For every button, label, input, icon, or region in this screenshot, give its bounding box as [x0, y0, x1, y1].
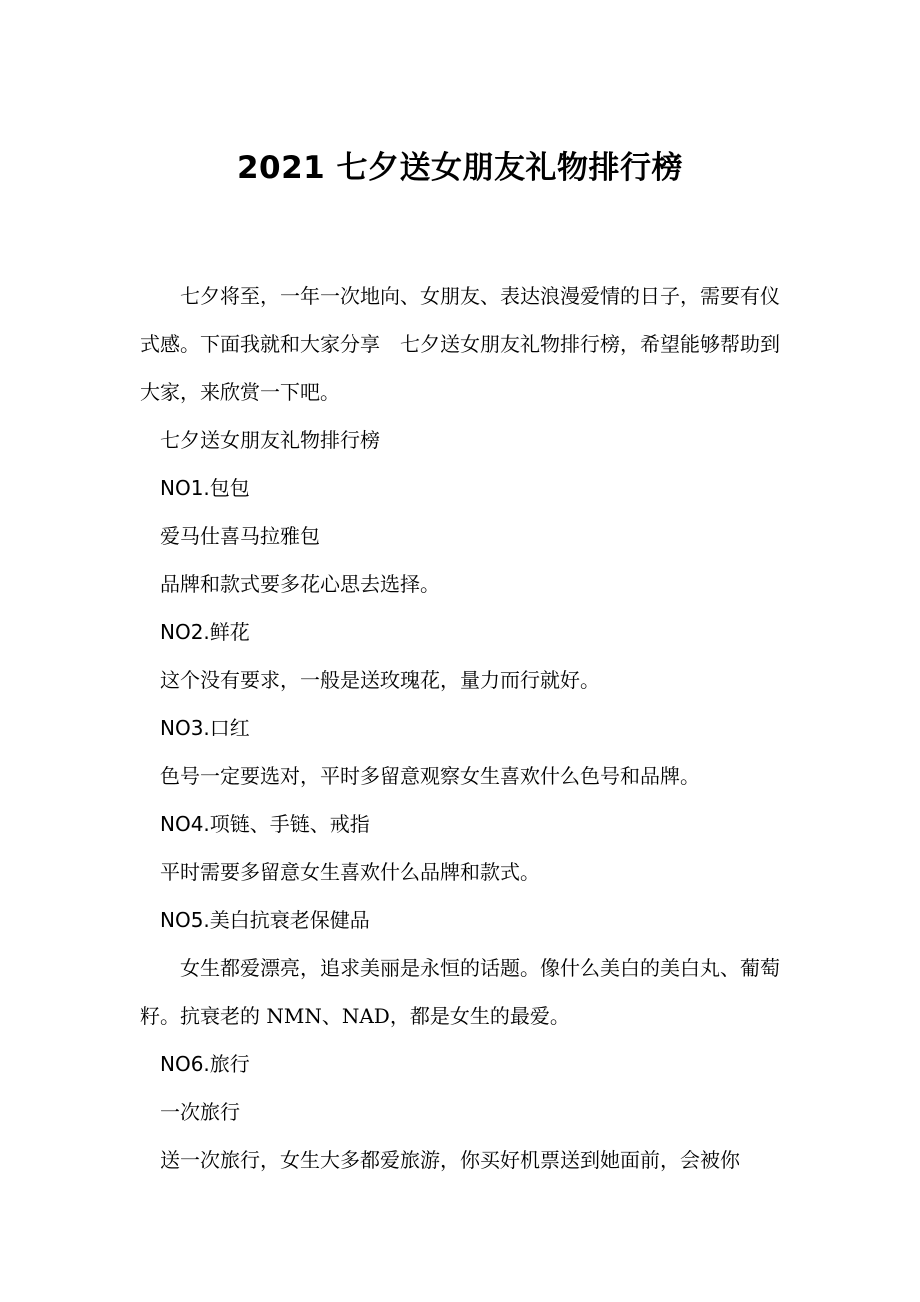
- item-heading-3: NO3.口红: [160, 716, 250, 740]
- item-text: 女生都爱漂亮，追求美丽是永恒的话题。像什么美白的美白丸、葡萄籽。抗衰老的 NMN、NAD，都是女生的最爱。: [140, 956, 780, 1028]
- document-body: [140, 272, 780, 1184]
- item-heading-4: NO4.项链、手链、戒指: [160, 812, 370, 836]
- item-heading-5: NO5.美白抗衰老保健品: [160, 908, 370, 932]
- document-title: 2021 七夕送女朋友礼物排行榜: [236, 150, 684, 186]
- intro-paragraph: 七夕将至，一年一次地向、女朋友、表达浪漫爱情的日子，需要有仪式感。下面我就和大家分享 七夕送女朋友礼物排行榜，希望能够帮助到大家，来欣赏一下吧。: [140, 284, 780, 404]
- item-text: 爱马仕喜马拉雅包: [160, 524, 320, 548]
- item-text: 色号一定要选对，平时多留意观察女生喜欢什么色号和品牌。: [160, 764, 700, 788]
- item-text: 品牌和款式要多花心思去选择。: [160, 572, 440, 596]
- item-text: 送一次旅行，女生大多都爱旅游，你买好机票送到她面前，会被你: [160, 1148, 740, 1172]
- subheading: 七夕送女朋友礼物排行榜: [160, 428, 380, 452]
- item-heading-1: NO1.包包: [160, 476, 250, 500]
- item-text: 平时需要多留意女生喜欢什么品牌和款式。: [160, 860, 540, 884]
- item-heading-6: NO6.旅行: [160, 1052, 250, 1076]
- item-text: 这个没有要求，一般是送玫瑰花，量力而行就好。: [160, 668, 600, 692]
- item-text: 一次旅行: [160, 1100, 240, 1124]
- item-heading-2: NO2.鲜花: [160, 620, 250, 644]
